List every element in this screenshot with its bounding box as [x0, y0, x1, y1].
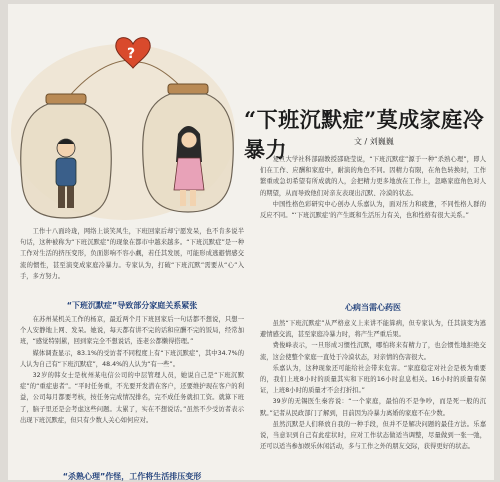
section-heading: 心病当需心药医: [345, 303, 401, 312]
section1-body: [20, 314, 244, 426]
paragraph: 39岁的无锡医生秦容说：“一个家庭，最怕的不是争吵，而是死一般的沉默。”记者从民政部门了解到，目前因为冷暴力离婚的家庭不在少数。: [260, 398, 486, 417]
article-author: 文 / 刘巍巍: [354, 137, 394, 146]
paragraph: 乐嘉认为，这种现象还可能给社会带来危害。“家庭稳定对社会是极为重要的，我们上班8小时的质量其实和下班的16小时息息相关。16小时的质量有保证，上班8小时的质量才不会打折扣。”: [260, 364, 486, 395]
paragraph: 在苏州某机关工作的杨京，最近两个月下班回家后一句话都不想说，只想一个人安静地上网、发呆。她说，每天都有讲不完的话和应酬不完的饭局，经常加班，“感觉特别累，回到家完全不想说话，连老公都懒得搭理。”: [20, 316, 244, 346]
intro-right: [260, 154, 486, 221]
paragraph: 虽然沉默是人们释放自我的一种手段，但并不是解决问题的最佳方法。乐嘉说，当意识到自己有此症状时，应对工作状态做适当调整，尽量做到一张一弛，还可以适当参加娱乐休闲活动，多与工作之外的朋友交际，获得更好的状态。: [260, 420, 486, 451]
paragraph: 工作十八面玲珑，网络上谈笑风生，下班回家后却宁愿发呆，也不肯多说半句话，这种被称为“下班沉默症”的现象在都市中越来越多。“下班沉默症”是一种工作对生活的挤压变形，负面影响不容小觑，若任其发展，可能形成逃避情感交流的惯性，甚至演变成家庭冷暴力。专家认为，打破“下班沉默”需要从“心”入手，多方努力。: [20, 228, 244, 280]
paragraph: 复旦大学社科部副教授邵晓莹说，“下班沉默症”源于一种“杀熟心理”，即人们在工作、应酬和家庭中，耐演的角色不同。因精力有限，在角色转换时，工作繁重或急切希望有所成就的人，会把精力更多地放在工作上，忽略家庭角色对人的期望，从而导致他们对亲友表现出沉默、冷漠的状态。: [260, 156, 486, 197]
section2-body: [260, 318, 486, 452]
article-title: “下班沉默症”莫成家庭冷暴力: [244, 107, 485, 162]
paragraph: 费俊峰表示，一旦形成习惯性沉默，哪怕将来有精力了，也会惯性地拒绝交流，这会使整个家庭一直处于冷漠状态，对亲情的伤害很大。: [260, 342, 486, 361]
paragraph: 虽然“下班沉默症”从严格意义上来讲不能算病，但专家认为，任其演变为逃避情感交流，甚至家庭冷暴力时，将产生严重后果。: [260, 320, 486, 339]
jars-illustration: [8, 22, 238, 222]
svg-text:?: ?: [127, 46, 136, 62]
magazine-page: [8, 4, 494, 480]
paragraph: 中国性格色彩研究中心创办人乐嘉认为，面对压力和疲惫，不同性格人群的反应不同。“‘下班沉默症’的产生既和生活压力有关，也和性格有很大关系。”: [260, 200, 486, 220]
intro-left: [20, 226, 244, 282]
paragraph: 32岁的韩女士是杭州某电信公司的中层管理人员，她说自己是“下班沉默症”的“重症患者”。“平时任务重，不光要开发潜在客户，还要维护现在客户的利益，公司每月都要考核，按任务完成情况排名，完不成任务就扣工资。就算下班了，脑子里还是会考虑这些问题。太累了，实在不想说话。”虽然不少受访者表示出现下班沉默症，但只有少数人关心如何应对。: [20, 372, 244, 424]
section-heading: “下班沉默症”导致部分家庭关系紧张: [66, 301, 198, 310]
paragraph: 媒体调查显示，83.1%的受访者不同程度上有“下班沉默症”，其中34.7%的人认为自己有“下班沉默症”，48.4%的人认为“有一些”。: [20, 349, 244, 368]
illustration: [8, 22, 238, 222]
section-heading: “杀熟心理”作怪，工作将生活排压变形: [62, 472, 202, 481]
